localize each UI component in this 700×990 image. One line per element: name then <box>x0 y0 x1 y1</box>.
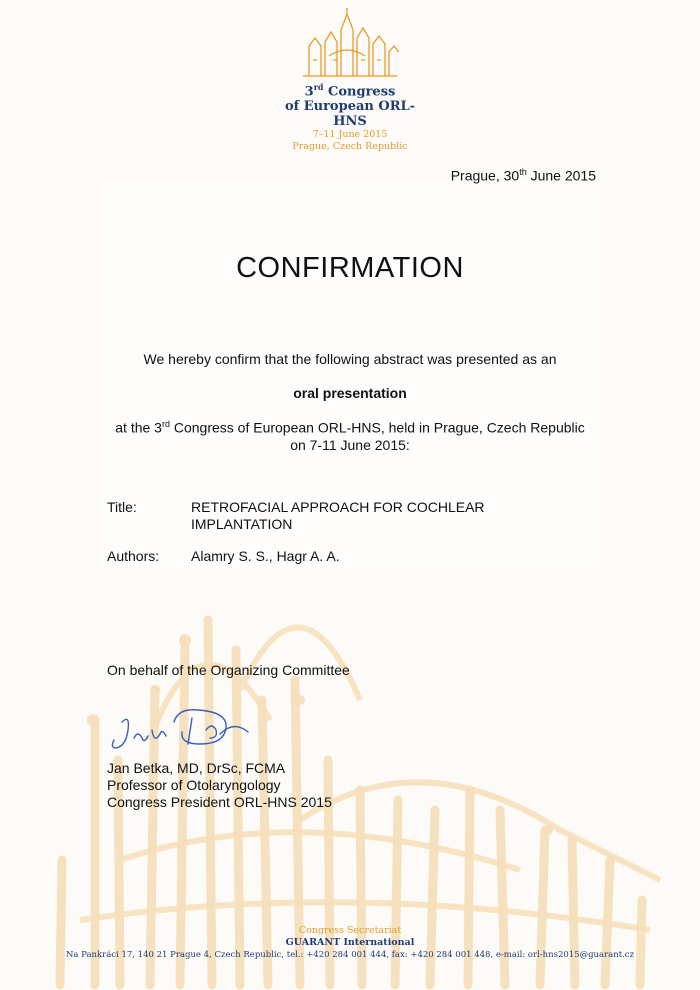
logo-place: Prague, Czech Republic <box>292 141 408 153</box>
congress-statement: at the 3rd Congress of European ORL-HNS, held in Prague, Czech Republic on 7-11 June 2015: <box>115 419 585 453</box>
footer-secretariat: Congress Secretariat <box>298 925 402 936</box>
signer-position: Congress President ORL-HNS 2015 <box>107 794 332 810</box>
signer-role: Professor of Otolaryngology <box>107 777 281 793</box>
presentation-type: oral presentation <box>293 385 407 401</box>
authors-label: Authors: <box>107 548 160 564</box>
letter-date: Prague, 30th June 2015 <box>450 167 596 184</box>
behalf-line: On behalf of the Organizing Committee <box>107 662 350 678</box>
logo-dates: 7–11 June 2015 <box>312 129 388 141</box>
signer-name: Jan Betka, MD, DrSc, FCMA <box>107 760 286 776</box>
document-heading: CONFIRMATION <box>236 252 464 284</box>
title-label: Title: <box>107 499 137 515</box>
abstract-title: RETROFACIAL APPROACH FOR COCHLEAR IMPLANTATION <box>191 499 485 532</box>
footer-address: Na Pankráci 17, 140 21 Prague 4, Czech Republic, tel.: +420 284 001 444, fax: +420 284 001 448, e-mail: orl-hns2015@guarant.cz <box>65 950 635 960</box>
footer-company: GUARANT International <box>285 937 415 948</box>
castle-logo-icon <box>295 8 405 78</box>
confirm-statement: We hereby confirm that the following abstract was presented as an <box>143 351 557 367</box>
footer <box>0 925 700 962</box>
authors-value: Alamry S. S., Hagr A. A. <box>191 548 340 564</box>
signer-block <box>107 760 332 811</box>
logo-congress-title: 3rd Congress <box>304 82 396 100</box>
handwritten-signature <box>108 700 258 760</box>
congress-logo <box>270 8 430 153</box>
logo-organization: of European ORL-HNS <box>284 99 416 130</box>
